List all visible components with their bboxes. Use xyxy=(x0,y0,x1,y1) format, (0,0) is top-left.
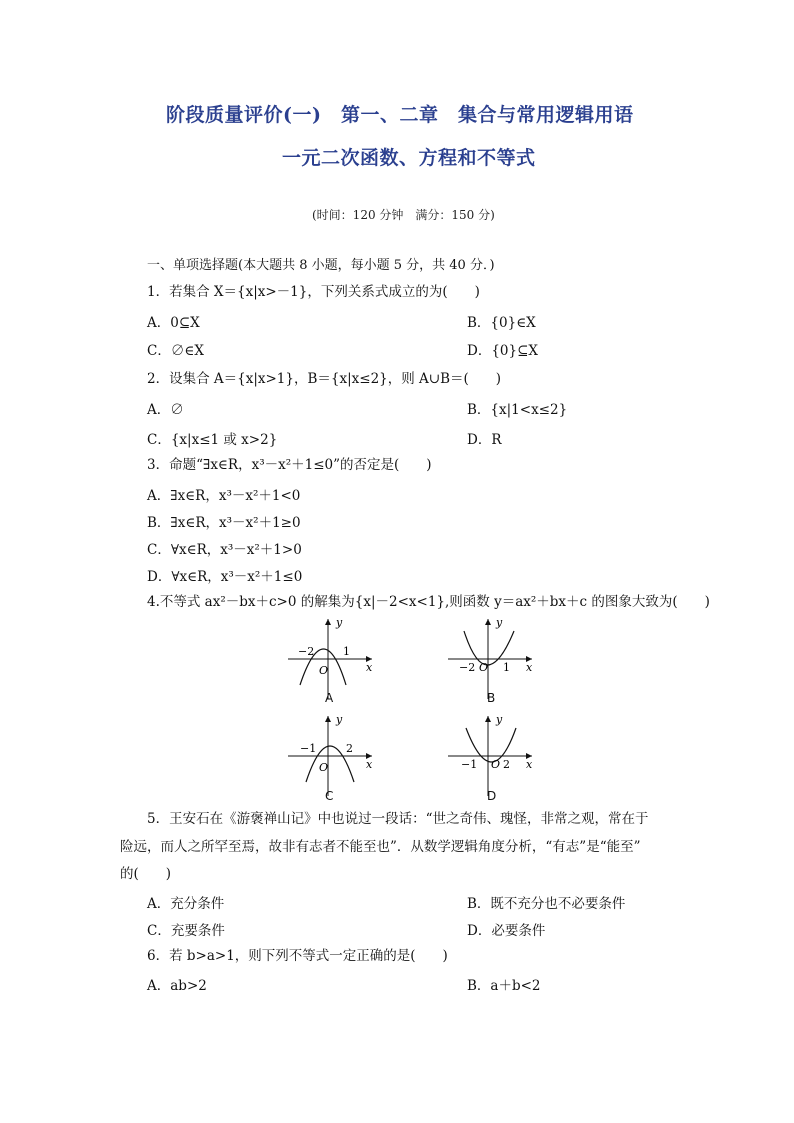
question-5-stem-line3: 的( ) xyxy=(120,866,172,882)
y-axis-label: y xyxy=(336,616,343,629)
y-axis-label: y xyxy=(336,713,343,726)
right-root-label: 2 xyxy=(503,758,510,771)
x-axis-label: x xyxy=(526,758,533,771)
question-4-stem: 4.不等式 ax²－bx＋c>0 的解集为{x|－2<x<1},则函数 y＝ax²＋bx＋c 的图象大致为( ) xyxy=(147,594,710,610)
question-2-option-c: C．{x|x≤1 或 x>2} xyxy=(147,432,278,448)
question-2-stem: 2．设集合 A＝{x|x>1}，B＝{x|x≤2}，则 A∪B＝( ) xyxy=(147,371,502,387)
left-root-label: −2 xyxy=(459,661,476,674)
question-2-option-a: A．∅ xyxy=(147,402,184,418)
graph-b-label: B xyxy=(487,691,496,705)
question-3-option-c: C．∀x∈R，x³－x²＋1>0 xyxy=(147,542,302,558)
origin-label: O xyxy=(319,664,329,677)
question-1-stem: 1．若集合 X＝{x|x>－1}，下列关系式成立的为( ) xyxy=(147,284,480,300)
left-root-label: −1 xyxy=(300,742,317,755)
x-axis-label: x xyxy=(366,758,373,771)
question-6-stem: 6．若 b>a>1，则下列不等式一定正确的是( ) xyxy=(147,948,448,964)
x-axis-label: x xyxy=(526,661,533,674)
graph-c-label: C xyxy=(325,789,334,803)
y-axis-label: y xyxy=(496,713,503,726)
graph-a-label: A xyxy=(325,691,334,705)
question-5-option-b: B．既不充分也不必要条件 xyxy=(467,896,626,912)
section-heading: 一、单项选择题(本大题共 8 小题，每小题 5 分，共 40 分．) xyxy=(147,258,495,273)
question-5-option-a: A．充分条件 xyxy=(147,896,225,912)
page-title-line2: 一元二次函数、方程和不等式 xyxy=(282,147,536,169)
x-axis-label: x xyxy=(366,661,373,674)
origin-label: O xyxy=(491,758,501,771)
origin-label: O xyxy=(319,761,329,774)
question-2-option-d: D．R xyxy=(467,432,502,448)
right-root-label: 1 xyxy=(343,645,350,658)
question-1-option-b: B．{0}∈X xyxy=(467,315,536,331)
question-3-stem: 3．命题“∃x∈R，x³－x²＋1≤0”的否定是( ) xyxy=(147,457,432,473)
y-axis-label: y xyxy=(496,616,503,629)
question-5-option-c: C．充要条件 xyxy=(147,923,225,939)
question-3-option-d: D．∀x∈R，x³－x²＋1≤0 xyxy=(147,569,303,585)
question-5-stem-line1: 5．王安石在《游褒禅山记》中也说过一段话：“世之奇伟、瑰怪，非常之观，常在于 xyxy=(147,811,649,827)
question-1-option-c: C．∅∈X xyxy=(147,343,204,359)
right-root-label: 2 xyxy=(346,742,353,755)
question-5-stem-line2: 险远，而人之所罕至焉，故非有志者不能至也”．从数学逻辑角度分析，“有志”是“能至” xyxy=(120,839,641,855)
left-root-label: −2 xyxy=(298,645,315,658)
question-1-option-a: A．0⊆X xyxy=(147,315,200,331)
graph-d-label: D xyxy=(487,789,497,803)
left-root-label: −1 xyxy=(461,758,478,771)
question-6-option-b: B．a＋b<2 xyxy=(467,978,541,994)
question-5-option-d: D．必要条件 xyxy=(467,923,546,939)
question-6-option-a: A．ab>2 xyxy=(147,978,207,994)
question-3-option-a: A．∃x∈R，x³－x²＋1<0 xyxy=(147,488,301,504)
page-title-line1: 阶段质量评价(一) 第一、二章 集合与常用逻辑用语 xyxy=(166,104,634,126)
question-2-option-b: B．{x|1<x≤2} xyxy=(467,402,568,418)
exam-meta: (时间：120 分钟 满分：150 分) xyxy=(312,208,495,222)
origin-label: O xyxy=(479,661,489,674)
question-3-option-b: B．∃x∈R，x³－x²＋1≥0 xyxy=(147,515,301,531)
right-root-label: 1 xyxy=(503,661,510,674)
question-1-option-d: D．{0}⊆X xyxy=(467,343,539,359)
